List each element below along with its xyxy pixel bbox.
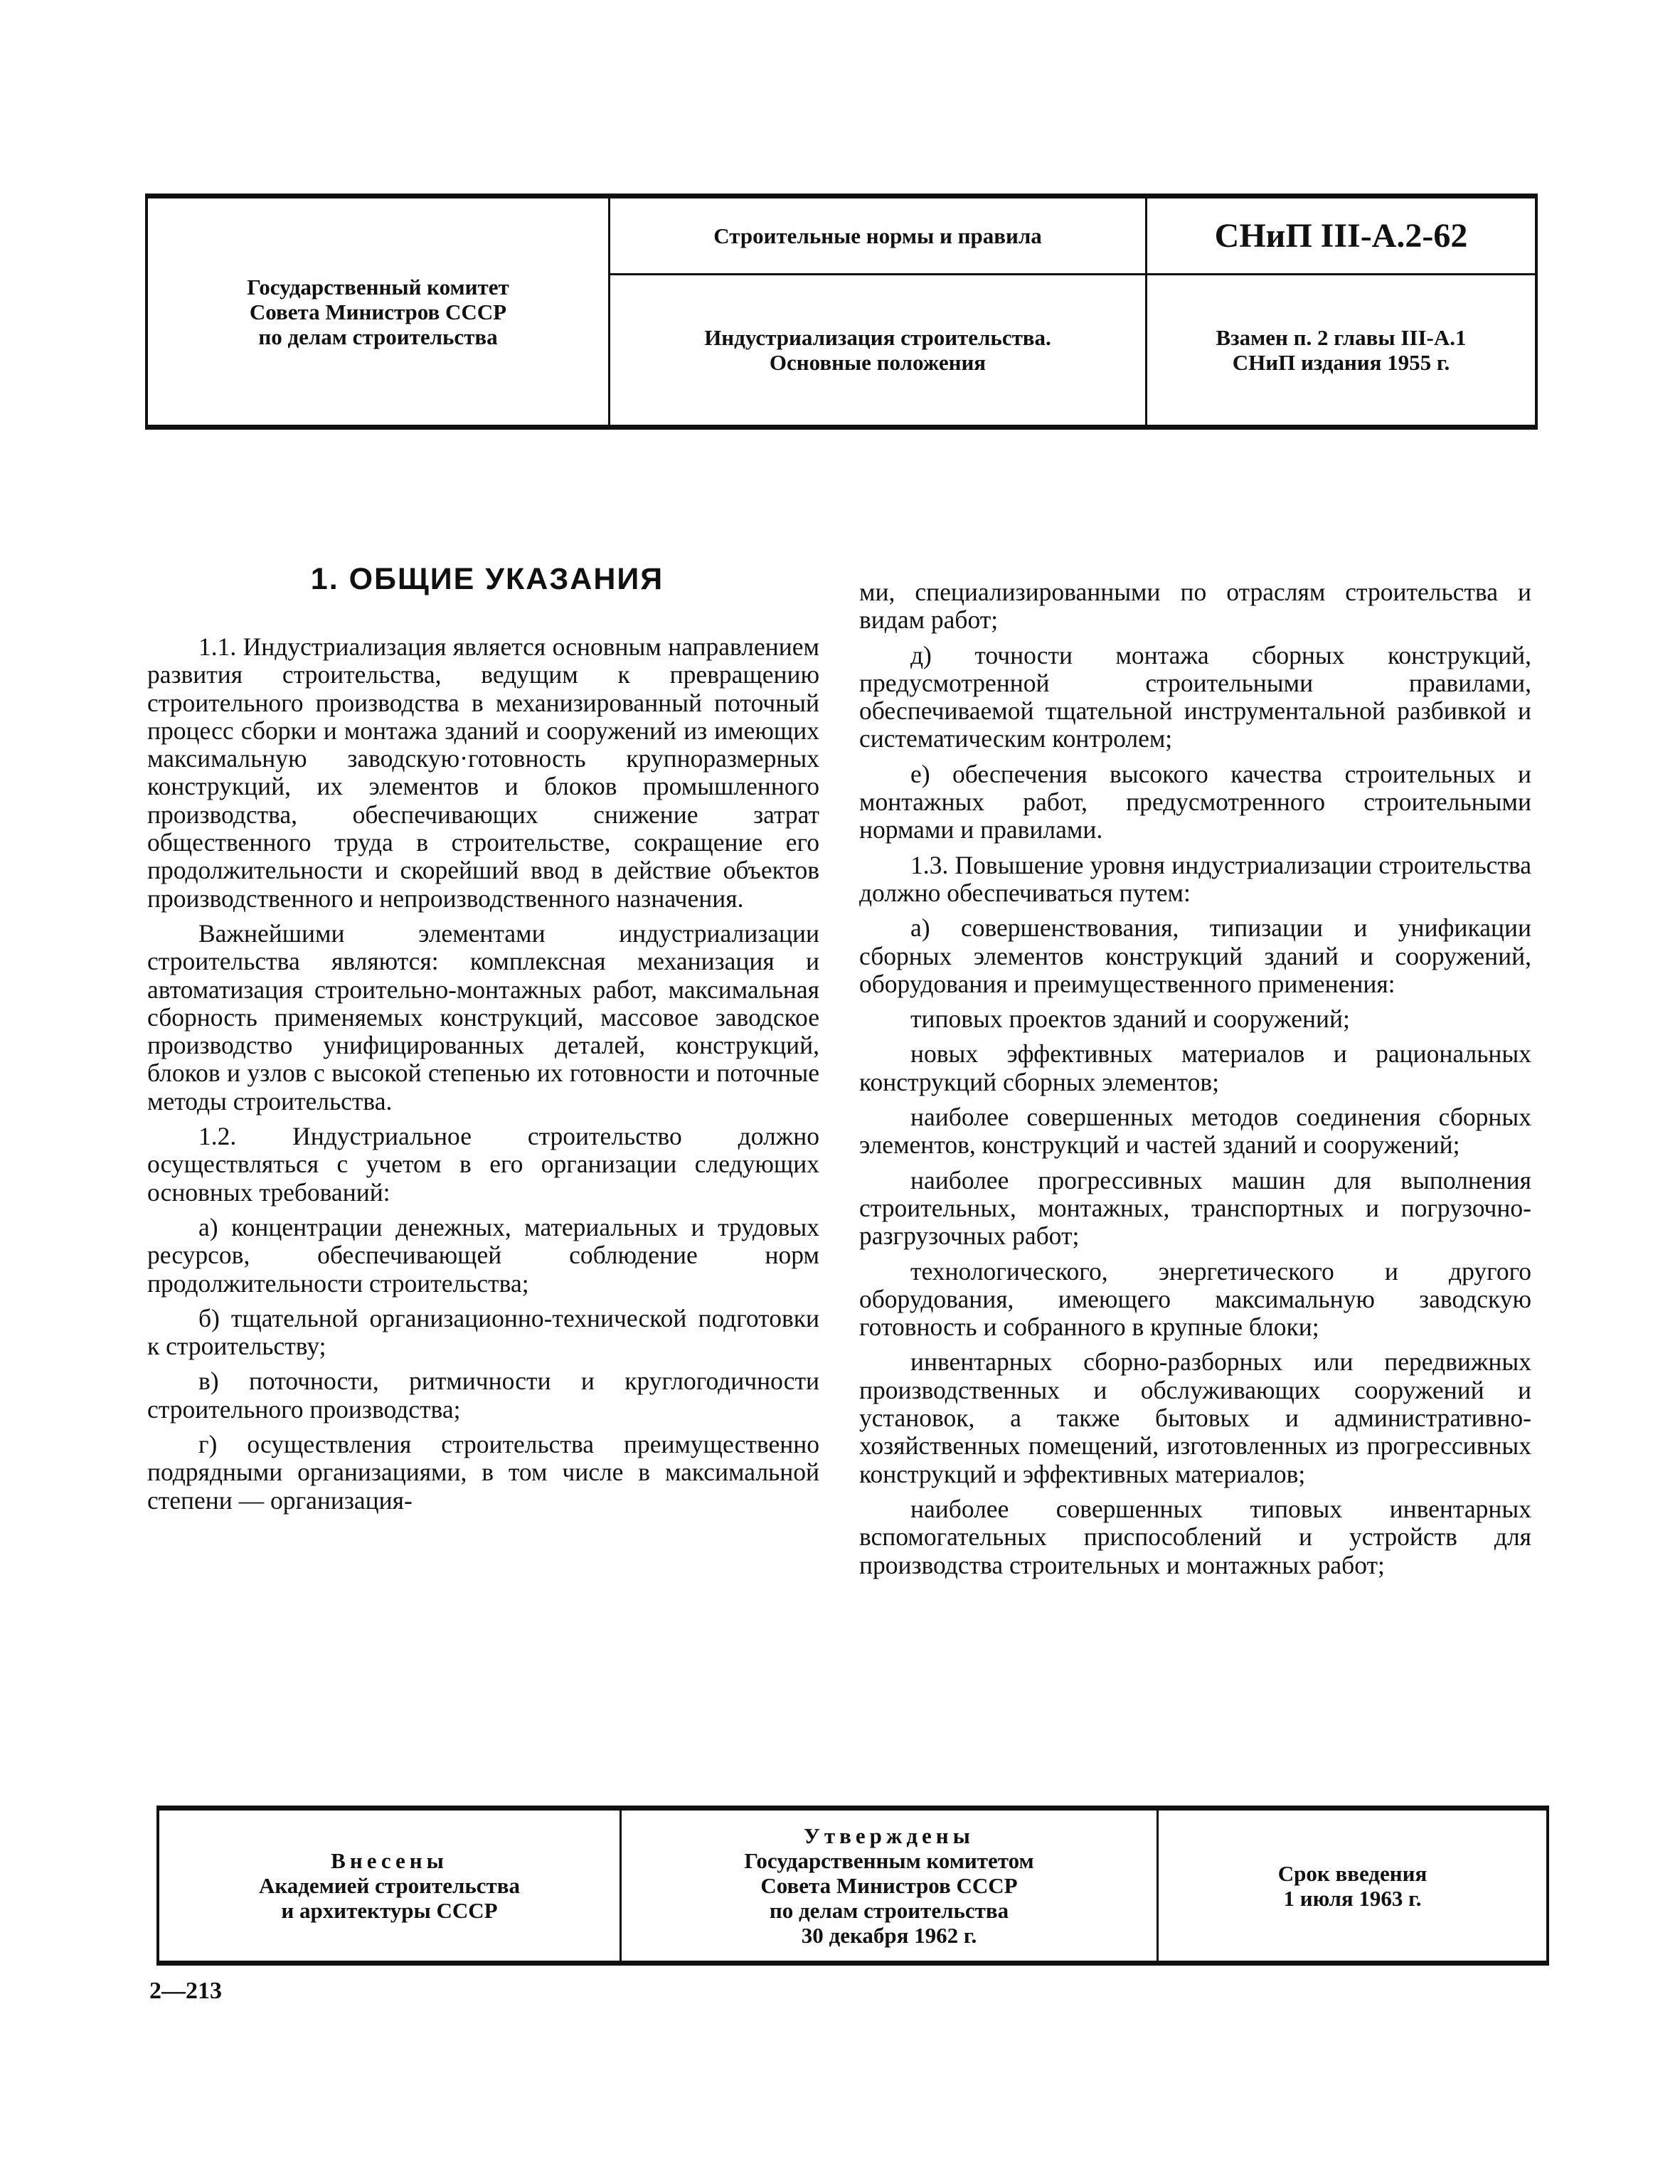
paragraph: новых эффективных материалов и рациональных конструкций сборных элементов; — [859, 1039, 1531, 1096]
footer-submitted — [159, 1811, 622, 1961]
paragraph: г) осуществления строительства преимущественно подрядными организациями, в том числе в максимальной степени — организация- — [147, 1430, 819, 1515]
left-column — [147, 633, 819, 1522]
approved-line: по делам строительства — [769, 1898, 1009, 1923]
paragraph: б) тщательной организационно-технической подготовки к строительству; — [147, 1303, 819, 1361]
paragraph: наиболее совершенных типовых инвентарных вспомогательных приспособлений и устройств для производства строительных и монтажных работ; — [859, 1494, 1531, 1579]
approved-line: Совета Министров СССР — [760, 1873, 1018, 1898]
org-line: Совета Министров СССР — [249, 299, 507, 324]
org-line: по делам строительства — [258, 324, 498, 349]
doc-title-line: Основные положения — [769, 350, 987, 375]
paragraph: а) совершенствования, типизации и унификации сборных элементов конструкций зданий и сооружений, оборудования и преимущественного применения: — [859, 913, 1531, 998]
paragraph: в) поточности, ритмичности и круглогодичности строительного производства; — [147, 1367, 819, 1424]
paragraph: 1.1. Индустриализация является основным направлением развития строительства, ведущим к превращению строительного производства в механизированный поточный процесс сборки и монтажа зданий и сооружений из имеющих максимальную заводскую·готовность крупноразмерных конструкций, их элементов и блоков промышленного производства, обеспечивающих снижение затрат общественного труда в строительстве, сокращение его продолжительности и скорейший ввод в действие объектов производственного и непроизводственного назначения. — [147, 632, 819, 913]
footer-approved — [622, 1811, 1159, 1961]
section-title: 1. ОБЩИЕ УКАЗАНИЯ — [310, 562, 664, 596]
doc-title-line: Индустриализация строительства. — [704, 325, 1051, 350]
paragraph: инвентарных сборно-разборных или передвижных производственных и обслуживающих сооружений и установок, а также бытовых и административно-хозяйственных помещений, изготовленных из прогрессивных конструкций и эффективных материалов; — [859, 1347, 1531, 1488]
paragraph: наиболее прогрессивных машин для выполнения строительных, монтажных, транспортных и погрузочно-разгрузочных работ; — [859, 1165, 1531, 1251]
paragraph: технологического, энергетического и другого оборудования, имеющего максимальную заводскую готовность и собранного в крупные блоки; — [859, 1256, 1531, 1342]
paragraph: 1.3. Повышение уровня индустриализации строительства должно обеспечиваться путем: — [859, 850, 1531, 907]
submitted-label: Внесены — [331, 1848, 448, 1873]
paragraph: наиболее совершенных методов соединения сборных элементов, конструкций и частей зданий и сооружений; — [859, 1103, 1531, 1160]
approved-label: Утверждены — [804, 1823, 974, 1848]
footer-table — [156, 1806, 1549, 1966]
effective-date: 1 июля 1963 г. — [1283, 1885, 1422, 1911]
paragraph: д) точности монтажа сборных конструкций, предусмотренной строительными правилами, обеспечиваемой тщательной инструментальной разбивкой и систематическим контролем; — [859, 640, 1531, 753]
paragraph: 1.2. Индустриальное строительство должно осуществляться с учетом в его организации следующих основных требований: — [147, 1122, 819, 1207]
header-org — [148, 198, 610, 425]
page-number: 2—213 — [149, 1978, 222, 2004]
header-replaces — [1147, 275, 1535, 425]
effective-label: Срок введения — [1277, 1860, 1428, 1886]
header-doc-title — [610, 275, 1145, 425]
right-column — [859, 578, 1531, 1586]
org-line: Государственный комитет — [247, 274, 509, 299]
paragraph: типовых проектов зданий и сооружений; — [910, 1004, 1350, 1034]
header-table — [145, 194, 1538, 430]
paragraph: е) обеспечения высокого качества строительных и монтажных работ, предусмотренного строительными нормами и правилами. — [859, 759, 1531, 844]
paragraph: Важнейшими элементами индустриализации строительства являются: комплексная механизация и автоматизация строительно-монтажных работ, максимальная сборность применяемых конструкций, массовое заводское производство унифицированных деталей, конструкций, блоков и узлов с высокой степенью их готовности и поточные методы строительства. — [147, 918, 819, 1115]
paragraph: а) концентрации денежных, материальных и трудовых ресурсов, обеспечивающей соблюдение норм продолжительности строительства; — [147, 1212, 819, 1298]
paragraph-continuation: ми, специализированными по отраслям строительства и видам работ; — [859, 578, 1531, 635]
approved-line: Государственным комитетом — [744, 1848, 1034, 1873]
submitted-line: и архитектуры СССР — [281, 1898, 498, 1923]
footer-effective — [1159, 1811, 1546, 1961]
approved-date: 30 декабря 1962 г. — [801, 1923, 977, 1948]
submitted-line: Академией строительства — [258, 1873, 521, 1898]
replaces-line: СНиП издания 1955 г. — [1232, 350, 1450, 375]
replaces-line: Взамен п. 2 главы III-А.1 — [1216, 325, 1467, 350]
header-code: СНиП III-А.2-62 — [1147, 198, 1535, 275]
header-series: Строительные нормы и правила — [610, 198, 1145, 275]
